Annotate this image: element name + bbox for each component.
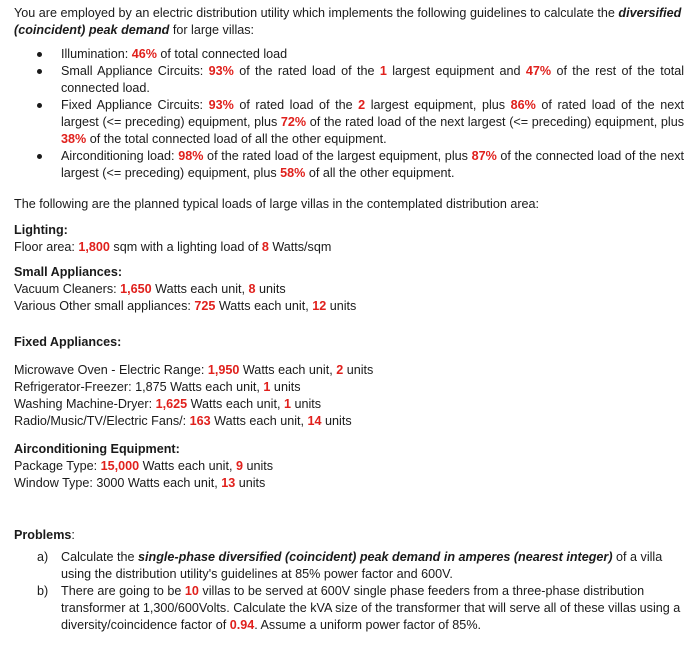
problems-section (14, 527, 684, 634)
problem-b-post: . Assume a uniform power factor of 85%. (254, 618, 482, 632)
problem-b-factor: 0.94 (229, 618, 255, 632)
aircon-equipment-mid-text: Watts each unit, (139, 459, 236, 473)
intro-text: You are employed by an electric distribution utility which implements the following guidelines to calculate the (14, 6, 615, 20)
guideline-value: 86% (510, 98, 536, 112)
small-appliance-mid-text: Watts each unit, (215, 299, 313, 313)
problem-b-pre: There are going to be (61, 584, 185, 598)
fixed-appliance-line (14, 362, 684, 379)
guideline-text: Airconditioning load: (61, 149, 179, 163)
planned-loads-intro: The following are the planned typical loads of large villas in the contemplated distribution area: (14, 197, 540, 211)
aircon-equipment-units-suffix: units (242, 459, 274, 473)
fixed-appliance-label: Radio/Music/TV/Electric Fans/: (14, 414, 190, 428)
floor-area-label: Floor area: (14, 240, 79, 254)
guideline-item (14, 46, 684, 63)
small-appliance-label: Various Other small appliances: (14, 299, 195, 313)
problems-heading-line (14, 527, 684, 544)
guideline-text: of rated load of the (233, 98, 359, 112)
intro-emphasis: diversified (coincident) peak demand (14, 6, 682, 37)
lighting-heading: Lighting: (14, 223, 68, 237)
problems-colon: : (71, 528, 75, 542)
guideline-text: Illumination: (61, 47, 132, 61)
fixed-appliance-line (14, 413, 684, 430)
small-appliance-units-suffix: units (326, 299, 357, 313)
fixed-appliances-section (14, 334, 684, 430)
guideline-item (14, 148, 684, 182)
fixed-appliance-mid-text: Watts each unit, (187, 397, 284, 411)
small-appliance-units-suffix: units (255, 282, 286, 296)
floor-area-value: 1,800 (78, 240, 110, 254)
small-appliances-section (14, 264, 684, 315)
guideline-text: largest equipment and (386, 64, 526, 78)
fixed-appliance-mid-text: Watts each unit, (166, 380, 264, 394)
lighting-floor-line (14, 239, 684, 256)
intro-text-end: for large villas: (172, 23, 255, 37)
small-appliance-label: Vacuum Cleaners: (14, 282, 121, 296)
fixed-appliance-units: 2 (336, 363, 344, 377)
floor-area-mid: sqm with a lighting load of (109, 240, 262, 254)
fixed-appliance-watts: 1,875 (135, 380, 167, 394)
guideline-item (14, 97, 684, 148)
aircon-equipment-units: 9 (235, 459, 243, 473)
fixed-appliance-label: Refrigerator-Freezer: (14, 380, 136, 394)
fixed-appliance-units-suffix: units (343, 363, 374, 377)
aircon-equipment-units: 13 (221, 476, 236, 490)
problem-b (14, 583, 684, 634)
guideline-text: of rated load of the next largest (<= preceding) equipment, plus (61, 98, 684, 129)
guideline-value: 38% (61, 132, 87, 146)
fixed-appliance-units: 1 (283, 397, 291, 411)
small-appliance-mid-text: Watts each unit, (151, 282, 249, 296)
guideline-text: of the rated load of the largest equipment, plus (203, 149, 472, 163)
fixed-appliance-units-suffix: units (321, 414, 352, 428)
guideline-value: 47% (525, 64, 552, 78)
guideline-text: Small Appliance Circuits: (61, 64, 209, 78)
guideline-value: 93% (208, 98, 234, 112)
guideline-text: of total connected load (156, 47, 288, 61)
aircon-equipment-label: Package Type: (14, 459, 101, 473)
fixed-appliance-label: Washing Machine-Dryer: (14, 397, 156, 411)
guideline-value: 58% (280, 166, 306, 180)
aircon-equipment-line (14, 458, 684, 475)
fixed-appliance-watts: 1,625 (155, 397, 188, 411)
small-appliance-units: 8 (248, 282, 256, 296)
fixed-appliance-mid-text: Watts each unit, (210, 414, 308, 428)
guideline-value: 87% (471, 149, 497, 163)
guideline-text: of all the other equipment. (305, 166, 455, 180)
aircon-equipment-mid-text: Watts each unit, (124, 476, 222, 490)
small-appliance-line (14, 298, 684, 315)
fixed-appliance-units: 14 (307, 414, 322, 428)
aircon-equipment-units-suffix: units (235, 476, 266, 490)
guideline-text: of the rest of the total connected load. (61, 64, 685, 95)
problem-a-marker: a) (37, 550, 49, 564)
guideline-value: 98% (178, 149, 204, 163)
aircon-equipment-watts: 15,000 (100, 459, 140, 473)
problem-a-pre: Calculate the (61, 550, 139, 564)
guideline-text: of the total connected load of all the other equipment. (86, 132, 387, 146)
fixed-appliance-mid-text: Watts each unit, (239, 363, 337, 377)
fixed-appliance-watts: 163 (189, 414, 211, 428)
problem-a (14, 549, 684, 583)
problems-list (14, 549, 684, 634)
fixed-appliance-line (14, 379, 684, 396)
fixed-appliance-units: 1 (263, 380, 271, 394)
guideline-value: 72% (280, 115, 307, 129)
lighting-load-unit: Watts/sqm (268, 240, 332, 254)
lighting-section (14, 222, 684, 256)
fixed-appliance-line (14, 396, 684, 413)
guideline-value: 2 (358, 98, 366, 112)
problems-heading: Problems (14, 528, 72, 542)
fixed-appliance-units-suffix: units (270, 380, 301, 394)
aircon-equipment-label: Window Type: (14, 476, 97, 490)
guideline-value: 46% (131, 47, 157, 61)
lighting-load-value: 8 (261, 240, 269, 254)
fixed-appliances-heading: Fixed Appliances: (14, 335, 122, 349)
small-appliance-line (14, 281, 684, 298)
aircon-heading: Airconditioning Equipment: (14, 442, 180, 456)
guidelines-list (14, 46, 684, 182)
fixed-appliance-units-suffix: units (290, 397, 322, 411)
small-appliance-watts: 1,650 (120, 282, 152, 296)
problem-a-emphasis: single-phase diversified (coincident) peak demand in amperes (nearest integer) (138, 550, 613, 564)
fixed-appliance-label: Microwave Oven - Electric Range: (14, 363, 208, 377)
intro-paragraph (14, 5, 684, 39)
guideline-text: of the rated load of the next largest (<= preceding) equipment, plus (306, 115, 684, 129)
aircon-equipment-watts: 3000 (96, 476, 125, 490)
guideline-text: of the connected load of the next largest (<= preceding) equipment, plus (61, 149, 684, 180)
problem-b-marker: b) (37, 584, 49, 598)
small-appliances-heading: Small Appliances: (14, 265, 123, 279)
problem-a-post: of a villa using the distribution utility's guidelines at 85% power factor and 600V. (61, 550, 663, 581)
fixed-appliance-watts: 1,950 (207, 363, 240, 377)
aircon-section (14, 441, 684, 492)
small-appliance-watts: 725 (194, 299, 216, 313)
small-appliance-units: 12 (312, 299, 327, 313)
problem-b-villas: 10 (184, 584, 199, 598)
guideline-text: Fixed Appliance Circuits: (61, 98, 209, 112)
guideline-value: 1 (379, 64, 387, 78)
problem-b-mid: villas to be served at 600V single phase feeders from a three-phase distribution transformer at 1,300/600Volts. Calculate the kVA size of the transformer that will serve all of these villas using a diversity/coincidence factor of (61, 584, 681, 632)
guideline-text: of the rated load of the (233, 64, 380, 78)
aircon-equipment-line (14, 475, 684, 492)
guideline-text: largest equipment, plus (365, 98, 511, 112)
guideline-value: 93% (208, 64, 234, 78)
guideline-item (14, 63, 684, 97)
